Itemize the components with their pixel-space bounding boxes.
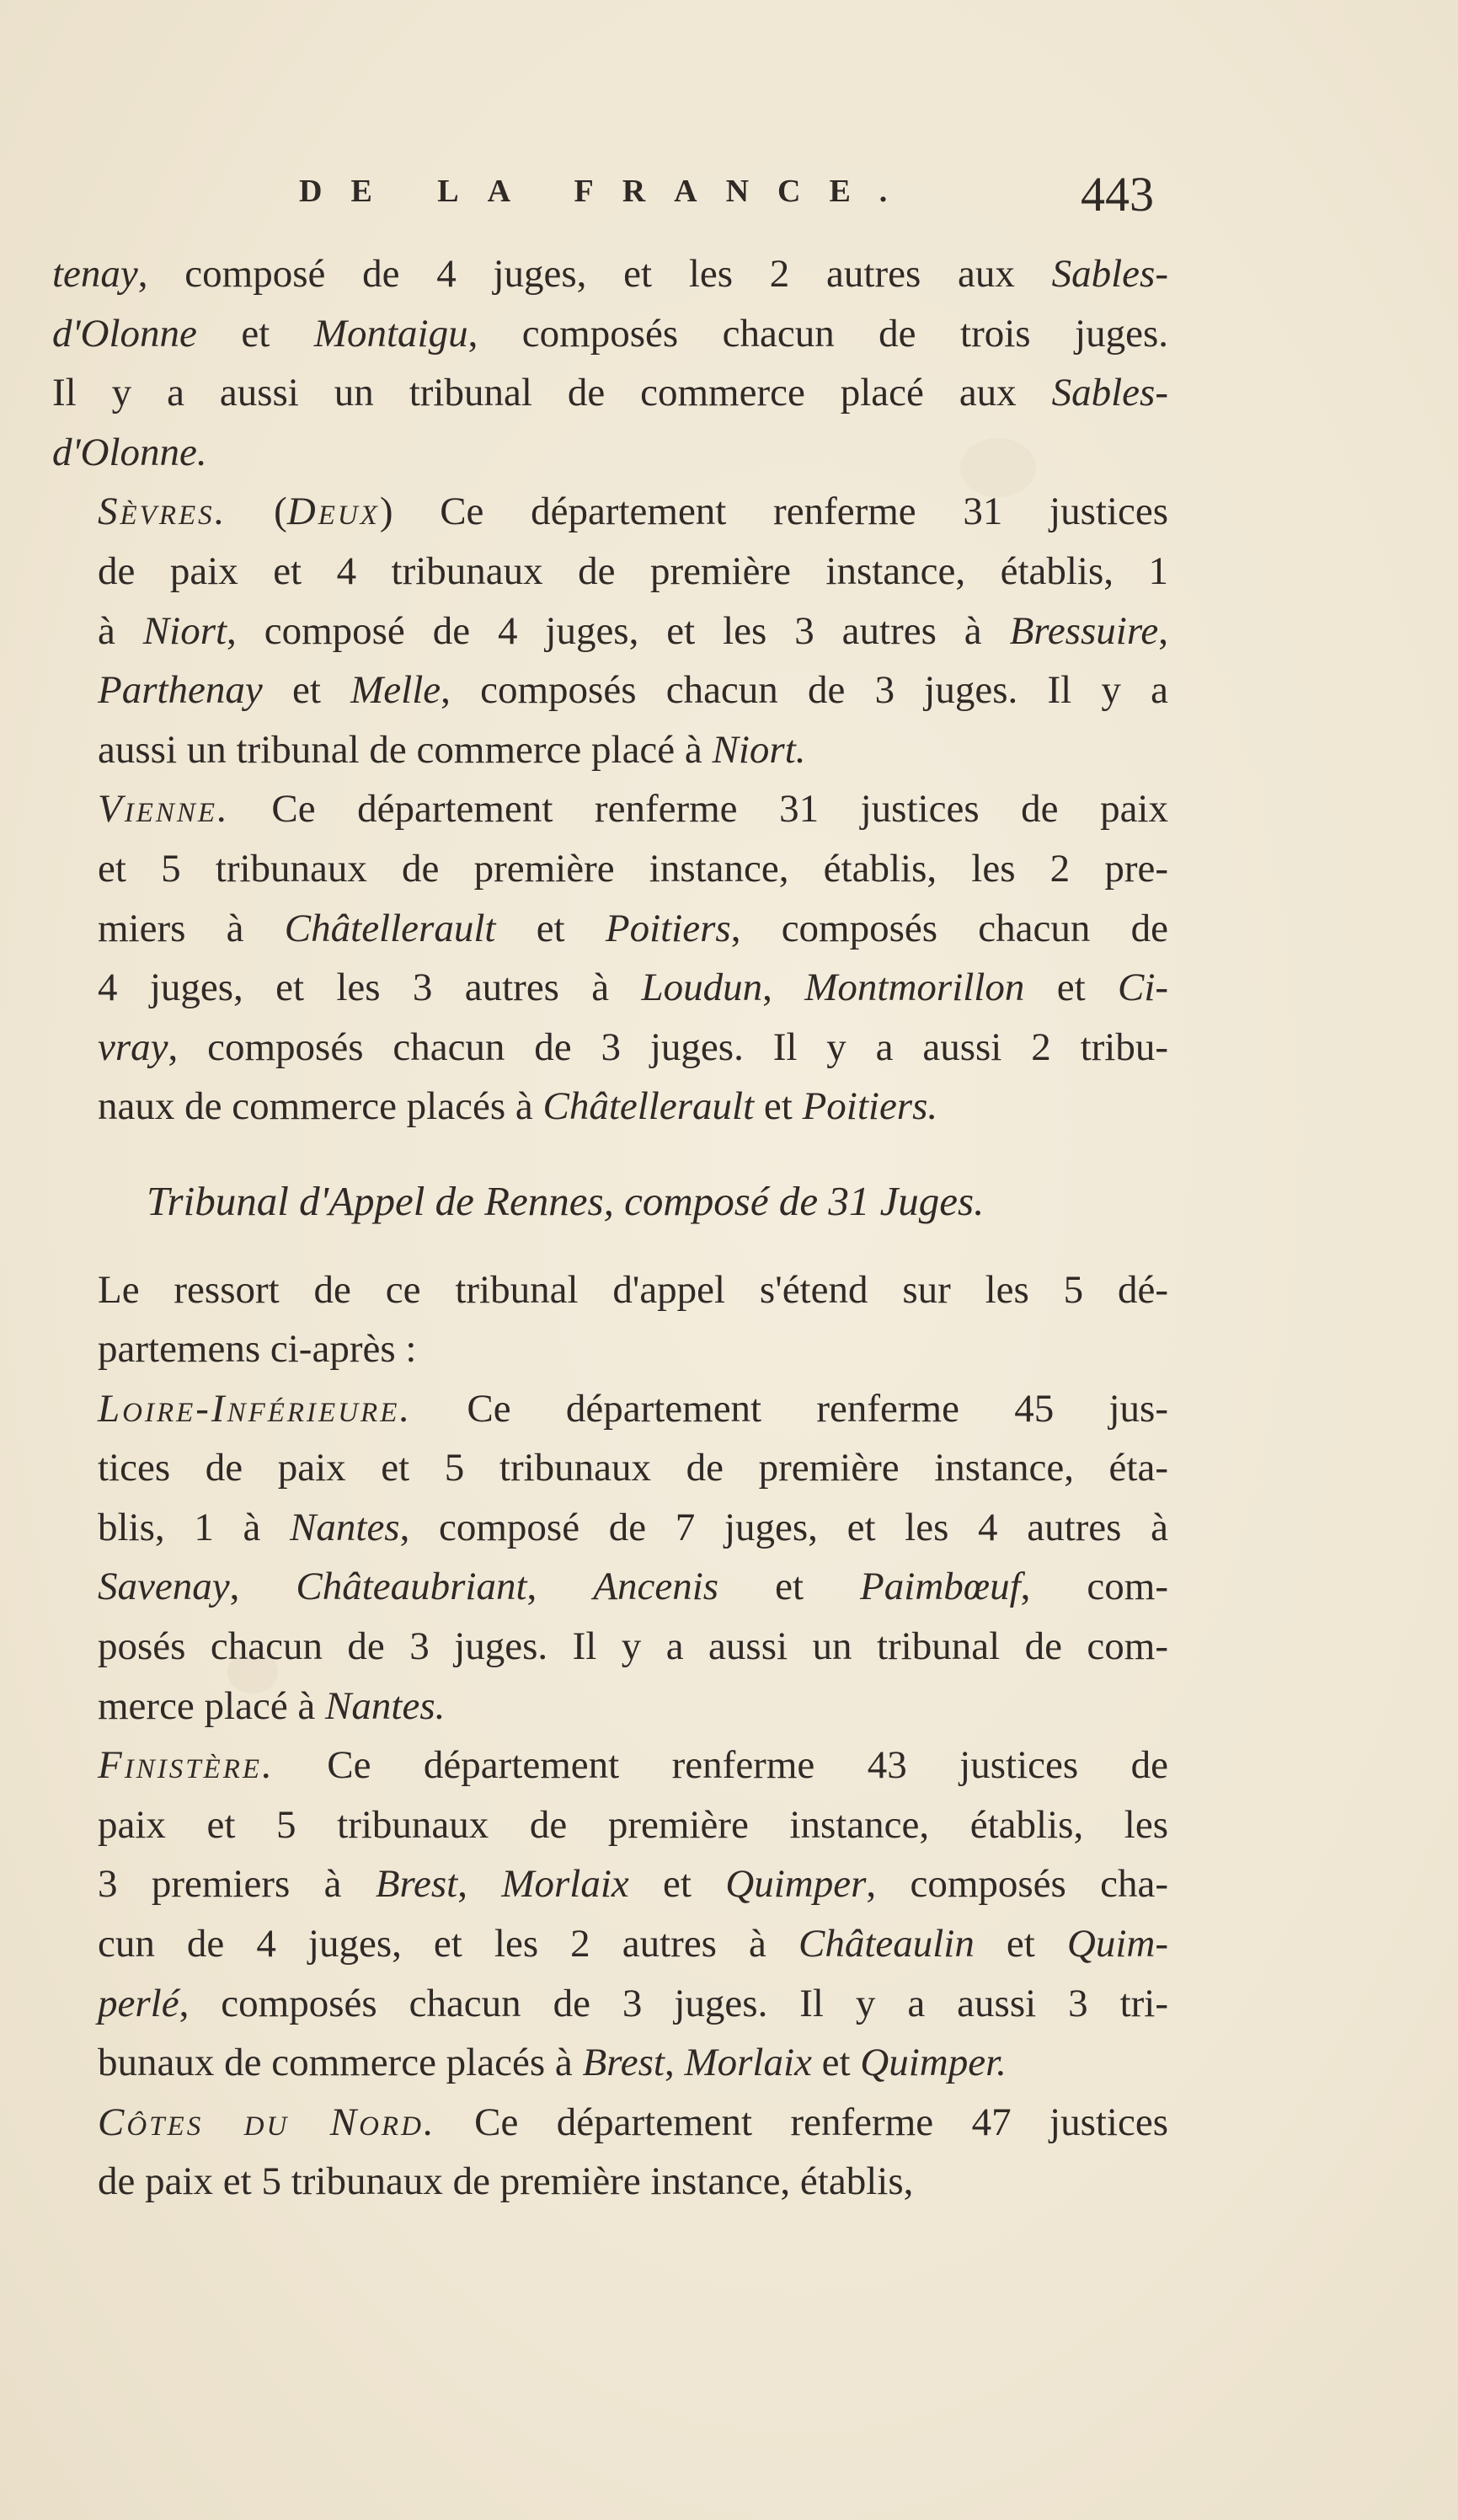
text-line (52, 1077, 1168, 1137)
text-run: Ce département renferme 43 justices de (274, 1743, 1168, 1788)
place-name: Nantes (290, 1505, 400, 1549)
text-run: et (628, 1862, 726, 1907)
text-line (52, 1498, 1168, 1558)
text-line (52, 1319, 1168, 1379)
text-run: , composé de 4 juges, et les 2 autres aux (137, 252, 1052, 296)
place-name: Ancenis (593, 1565, 719, 1609)
text-run: paix et 5 tribunaux de première instance, établis, les (98, 1802, 1168, 1847)
text-run: Ce département renferme 45 jus- (412, 1386, 1168, 1431)
paragraph (52, 1736, 1168, 2093)
page-number: 443 (1081, 167, 1154, 222)
place-name: Châtellerault (542, 1084, 755, 1129)
text-line (52, 2093, 1168, 2153)
place-name: Châteaubriant (296, 1565, 527, 1609)
place-name: Brest (375, 1862, 458, 1907)
place-name: Savenay (98, 1565, 230, 1609)
text-run: Ce département renferme 47 justices (435, 2100, 1168, 2144)
text-run: cun de 4 juges, et les 2 autres à (98, 1922, 798, 1966)
text-line (52, 244, 1168, 304)
paragraph (52, 1379, 1168, 1736)
text-run: de paix et 5 tribunaux de première instance, établis, (98, 2159, 914, 2204)
text-line (52, 602, 1168, 661)
text-run: naux de commerce placés à (98, 1084, 543, 1129)
text-line (52, 899, 1168, 959)
text-line (52, 482, 1168, 542)
text-run: , (229, 1565, 296, 1609)
text-run: , (762, 966, 805, 1010)
paragraph (52, 1260, 1168, 1379)
place-name: Châteaulin (798, 1922, 975, 1966)
text-run: , (664, 2041, 685, 2085)
text-line (52, 2033, 1168, 2093)
text-run: et (718, 1565, 861, 1609)
place-name: Morlaix (501, 1862, 629, 1907)
text-run: et 5 tribunaux de première instance, établis, les 2 pre- (98, 846, 1168, 891)
text-line (52, 661, 1168, 720)
text-run: aussi un tribunal de commerce placé à (98, 727, 713, 772)
place-name: Quimper (725, 1862, 867, 1907)
text-run: Il y a aussi un tribunal de commerce placé aux (52, 371, 1052, 415)
text-run: , composés chacun de 3 juges. Il y a (441, 668, 1169, 713)
place-name: Niort. (712, 727, 806, 772)
place-name: Sables- (1051, 252, 1168, 296)
text-run: ( (227, 490, 287, 534)
text-run: 3 premiers à (98, 1862, 376, 1907)
place-name: Montmorillon (804, 966, 1025, 1010)
text-line (52, 1677, 1168, 1736)
text-run: , composés chacun de 3 juges. Il y a aussi 2 tribu- (168, 1025, 1168, 1069)
text-line (52, 1974, 1168, 2034)
text-line (52, 1260, 1168, 1320)
text-line (52, 1557, 1168, 1617)
text-run: blis, 1 à (98, 1505, 291, 1549)
text-line (52, 542, 1168, 602)
text-run: Ce département renferme 31 justices de paix (229, 787, 1168, 832)
text-run: , composés chacun de trois juges. (467, 311, 1169, 356)
text-line (52, 1854, 1168, 1914)
place-name: Bressuire (1009, 608, 1159, 653)
text-run: , composés chacun de 3 juges. Il y a aussi 3 tri- (179, 1981, 1168, 2025)
place-name: Brest (582, 2041, 665, 2085)
place-name: Loudun (641, 966, 763, 1010)
paragraph (52, 482, 1168, 779)
place-name: vray (98, 1025, 168, 1069)
place-name: Niort (142, 608, 227, 653)
text-run: Le ressort de ce tribunal d'appel s'étend sur les 5 dé- (98, 1267, 1168, 1312)
text-run: et (974, 1922, 1067, 1966)
place-name: Melle (350, 668, 441, 713)
department-name: Finistère. (98, 1743, 275, 1788)
text-run: et (1024, 966, 1118, 1010)
department-name: Côtes du Nord. (98, 2100, 436, 2144)
text-run: et (495, 906, 606, 950)
text-run: ) Ce département renferme 31 justices (379, 490, 1169, 534)
text-line (52, 304, 1168, 364)
text-line (52, 1438, 1168, 1498)
place-name: Nantes. (325, 1683, 446, 1728)
text-line (52, 720, 1168, 780)
page-header (299, 167, 1154, 223)
place-name: Poitiers. (802, 1084, 938, 1129)
place-name: Morlaix (684, 2041, 812, 2085)
text-run: , composé de 7 juges, et les 4 autres à (399, 1505, 1168, 1549)
paragraph (52, 779, 1168, 1137)
department-name: Loire-Inférieure. (98, 1386, 413, 1431)
text-line (52, 1617, 1168, 1677)
place-name: Poitiers (605, 906, 731, 950)
place-name: perlé (98, 1981, 179, 2025)
place-name: d'Olonne (52, 311, 197, 356)
place-name: Paimbœuf (860, 1565, 1021, 1609)
text-run: de paix et 4 tribunaux de première instance, établis, 1 (98, 548, 1168, 593)
text-run: et (754, 1084, 803, 1129)
section-heading: Tribunal d'Appel de Rennes, composé de 31 Juges. (147, 1177, 985, 1224)
text-line (52, 1018, 1168, 1078)
text-run: et (196, 311, 314, 356)
place-name: Ci- (1117, 966, 1169, 1010)
text-line (52, 363, 1168, 423)
text-run: bunaux de commerce placés à (98, 2041, 583, 2085)
text-line (52, 1379, 1168, 1439)
text-run: , composés chacun de (730, 906, 1168, 950)
text-run: merce placé à (98, 1683, 326, 1728)
text-line (52, 958, 1168, 1018)
text-line (52, 779, 1168, 839)
text-line (52, 839, 1168, 899)
text-body (52, 244, 1168, 2212)
text-run: tices de paix et 5 tribunaux de première instance, éta- (98, 1446, 1168, 1490)
text-run: miers à (98, 906, 285, 950)
text-line (52, 423, 1168, 483)
place-name: Montaigu (313, 311, 468, 356)
paragraph (52, 2093, 1168, 2212)
text-run: 4 juges, et les 3 autres à (98, 966, 642, 1010)
text-line (52, 1914, 1168, 1974)
running-title: DE LA FRANCE. (299, 174, 916, 209)
text-line (52, 2152, 1168, 2212)
place-name: Châtellerault (284, 906, 496, 950)
text-run: posés chacun de 3 juges. Il y a aussi un tribunal de com- (98, 1624, 1168, 1669)
text-line (52, 1795, 1168, 1855)
text-run: , (1158, 608, 1168, 653)
text-run: , composés cha- (866, 1862, 1169, 1907)
department-name: Deux (286, 490, 380, 534)
place-name: tenay (52, 252, 138, 296)
text-run: , (457, 1862, 502, 1907)
text-run: et (262, 668, 351, 713)
place-name: Quim- (1066, 1922, 1168, 1966)
place-name: Sables- (1051, 371, 1168, 415)
department-name: Vienne. (98, 787, 230, 832)
text-line (52, 1736, 1168, 1795)
text-run: partemens ci-après : (98, 1327, 417, 1372)
text-run: , (526, 1565, 594, 1609)
text-run: à (98, 608, 143, 653)
place-name: Parthenay (98, 668, 263, 713)
text-run: , com- (1020, 1565, 1169, 1609)
text-run: , composé de 4 juges, et les 3 autres à (227, 608, 1010, 653)
text-run: et (811, 2041, 861, 2085)
paragraph (52, 244, 1168, 482)
place-name: d'Olonne. (52, 430, 207, 474)
place-name: Quimper. (860, 2041, 1007, 2085)
department-name: Sèvres. (98, 490, 227, 534)
